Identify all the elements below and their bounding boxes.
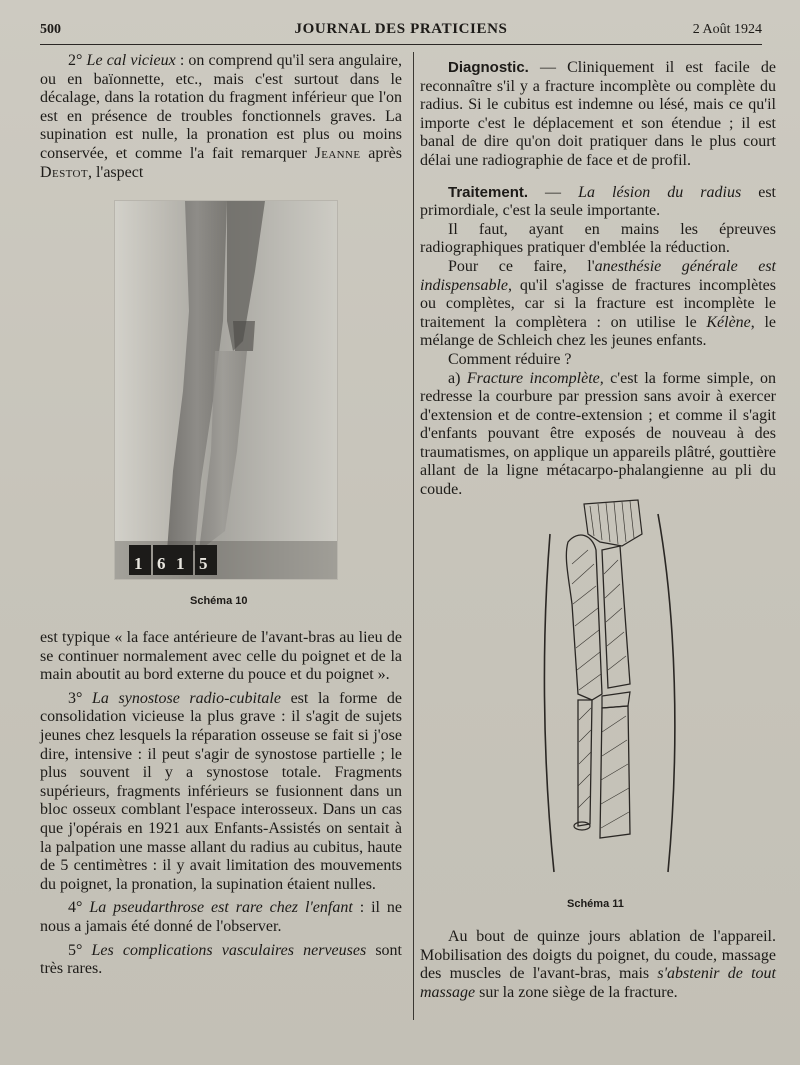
paragraph-text: sur la zone siège de la fracture. (475, 983, 678, 1001)
item-number: 4° (68, 899, 90, 917)
paragraph-text: c'est la forme simple, on redresse la courbure par pression sans avoir à exercer d'extension et de contre-extension ; et comme il s'agit d'enfants pouvant être exposés de nouveau à des traumatismes, on applique un appareils plâtré, gouttière allant de la ligne métacarpo-phalangienne au pli du coude. (420, 369, 777, 499)
emphasis-text: anesthésie générale est indispensable (420, 257, 777, 294)
author-name: Destot (40, 163, 88, 181)
item-title: La pseudarthrose est rare chez l'enfant (89, 899, 353, 917)
item-title: La synostose radio-cubitale (92, 689, 281, 707)
right-column-top (420, 59, 776, 500)
paragraph-reduction: Il faut, ayant en mains les épreuves radiographiques pratiquer d'emblée la réduction. (420, 220, 776, 257)
emphasis-text: s'abstenir de tout massage (420, 965, 776, 1001)
paragraph-diagnostic (420, 59, 776, 171)
paragraph-text: après (360, 144, 402, 162)
right-column-bottom (420, 928, 776, 1002)
paragraph-text: — Cliniquement il est facile de reconnaître s'il y a fracture incomplète ou complète du radius. Si le cubitus est indemne ou lésé, mais ce qu'il importe c'est le déplacement et son étendue ; il est banal de dire qu'on doit pratiquer dans le plus court délai une radiographie de face et de profil. (420, 59, 776, 169)
paragraph-traitement (420, 184, 776, 221)
paragraph-text: sont très rares. (40, 941, 403, 978)
film-marker-text: 6 (157, 554, 166, 573)
paragraph-text: , l'aspect (87, 163, 144, 181)
item-number: 5° (68, 941, 92, 959)
paragraph-fracture-incomplete (420, 370, 776, 500)
section-heading: Traitement. (448, 183, 529, 201)
paragraph-text: est primordiale, c'est la seule importante. (420, 183, 777, 220)
section-heading: Diagnostic. (448, 59, 529, 76)
emphasis-text: Fracture incomplète, (466, 369, 604, 387)
paragraph-text: , qu'il s'agisse de fractures incomplètes ou complètes, car si la fracture est incomplète le traitement la complètera : on utilise le (420, 276, 776, 331)
paragraph-complications (40, 942, 402, 979)
figure-caption-10: Schéma 10 (190, 595, 248, 607)
paragraph-text: , le mélange de Schleich chez les jeunes enfants. (420, 313, 777, 350)
paragraph-text: Au bout de quinze jours ablation de l'appareil. Mobilisation des doigts du poignet, du coude, massage des muscles de l'avant-bras, mais (420, 928, 776, 983)
paragraph-question: Comment réduire ? (448, 350, 572, 368)
column-divider (413, 52, 414, 1020)
film-markers (129, 545, 217, 575)
item-number: 2° (68, 52, 87, 69)
item-title: Le cal vicieux (86, 52, 176, 69)
bone-sketch (538, 494, 690, 892)
paragraph-synostose (40, 690, 402, 895)
paragraph-quote: est typique « la face antérieure de l'avant-bras au lieu de se continuer normalement avec celle du poignet et de la main aboutit au bord externe du pouce et du poignet ». (40, 629, 402, 684)
paragraph-cal-vicieux (40, 52, 402, 182)
paragraph-text: Pour ce faire, l' (448, 257, 595, 275)
paragraph-text: : il ne nous a jamais été donné de l'observer. (40, 899, 403, 935)
left-column-top (40, 52, 402, 182)
paragraph-text: est la forme de consolidation vicieuse la plus grave : il s'agit de sujets jeunes chez lesquels la réparation osseuse se fait si j'ose dire, intensive : il peut s'agir de synostose partielle ; le plus souvent il y a synostose totale. Fragments supérieurs, fragments inférieurs se fusionnent dans un bloc osseux comblant l'espace interosseux. Dans un cas que j'opérais en 1921 aux Enfants-Assistés on sentait à la palpation une masse allant du radius au cubitus, haute de 5 centimètres : il y avait limitation des mouvements du poignet, la pronation, la supination étaient nulles. (40, 689, 402, 893)
item-title: Les complications vasculaires nerveuses (91, 941, 367, 959)
paragraph-pseudarthrose (40, 899, 402, 936)
issue-date: 2 Août 1924 (692, 22, 762, 37)
left-column-bottom (40, 629, 402, 979)
emphasis-text: La lésion du radius (578, 183, 742, 201)
paragraph-text: a) (448, 369, 467, 387)
journal-title: JOURNAL DES PRATICIENS (294, 21, 508, 37)
figure-caption-11: Schéma 11 (567, 898, 624, 910)
paragraph-text: — (528, 183, 579, 201)
radiograph-image (114, 200, 338, 580)
emphasis-text: Kélène (706, 313, 751, 331)
radiograph-drawing (115, 201, 337, 579)
paragraph-ablation (420, 928, 776, 1002)
author-name: Jeanne (314, 144, 361, 162)
item-number: 3° (68, 689, 92, 707)
film-marker-text: 1 (176, 554, 185, 573)
paragraph-anesthesie (420, 258, 776, 351)
film-marker-text: 1 (134, 554, 143, 573)
film-marker-text: 5 (199, 554, 208, 573)
paragraph-text: : on comprend qu'il sera angulaire, ou en baïonnette, etc., mais c'est surtout dans le décalage, dans la rotation du fragment inférieur que l'on est en présence de troubles fonctionnels graves. La supination est nulle, la pronation est plus ou moins conservée, et comme l'a fait remarquer (40, 52, 402, 162)
header-rule (40, 44, 762, 45)
running-head (40, 20, 762, 42)
page-number: 500 (40, 22, 61, 37)
